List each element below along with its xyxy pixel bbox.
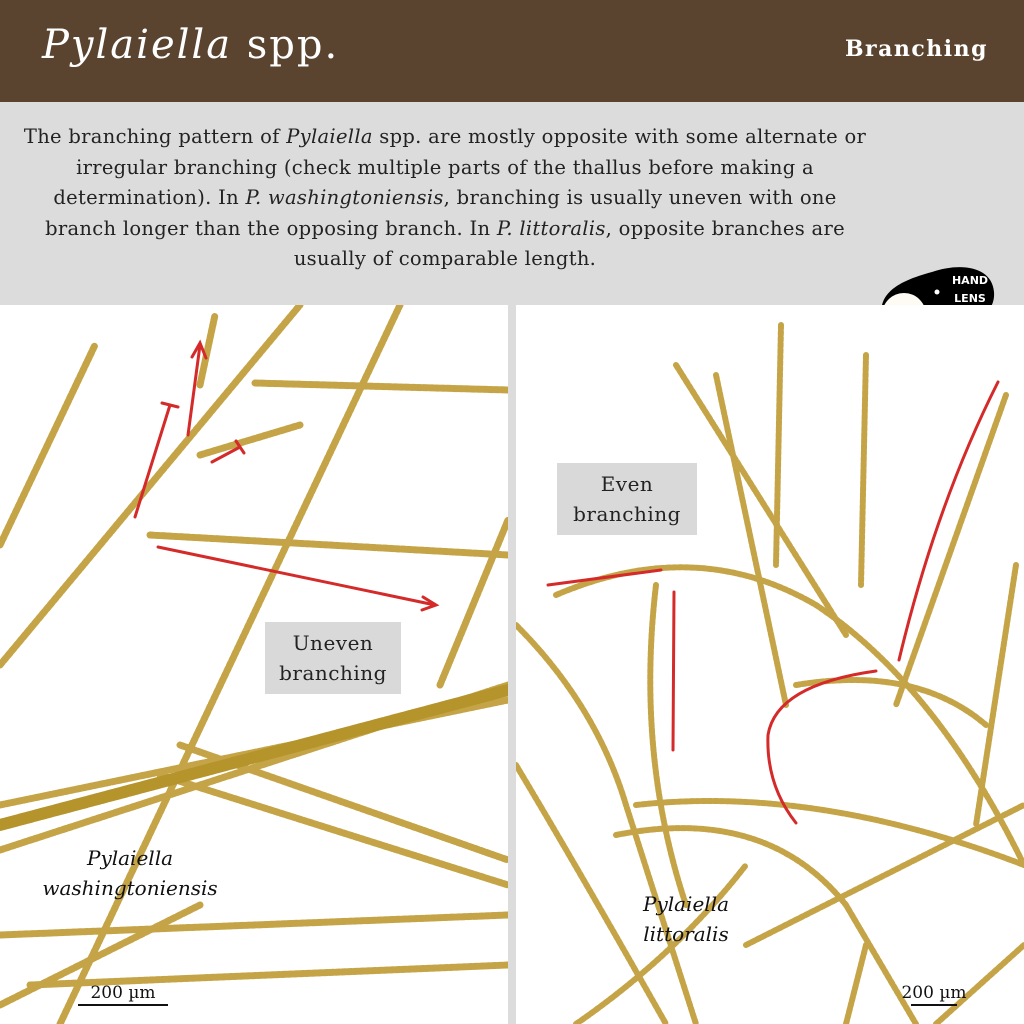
desc-genus: Pylaiella <box>286 125 373 148</box>
description-text <box>20 122 870 275</box>
species-line: Pylaiella <box>86 846 174 870</box>
desc-part: , branching is usually uneven with one branch longer than the opposing branch. In <box>45 186 837 240</box>
page-title <box>42 22 339 68</box>
badge-line2: LENS <box>954 292 986 305</box>
tag-line: Uneven <box>292 631 374 655</box>
filaments-left <box>0 305 508 1024</box>
tag-line: branching <box>573 502 681 526</box>
header <box>0 0 1024 102</box>
species-label <box>616 889 756 949</box>
badge-line1: HAND <box>951 274 989 287</box>
desc-part: spp. are mostly opposite with some alternate or irregular branching (check multiple parts of the thallus before making a determination). In <box>53 125 867 209</box>
genus-name: Pylaiella <box>42 22 233 68</box>
scale-bar <box>78 983 168 1006</box>
species-line: washingtoniensis <box>42 876 218 900</box>
scale-bar <box>894 983 974 1006</box>
species-label <box>30 843 230 903</box>
scale-line <box>78 1004 168 1006</box>
filaments-right <box>516 305 1024 1024</box>
micrograph-right <box>516 305 1024 1024</box>
species-line: Pylaiella <box>642 892 730 916</box>
even-branching-label <box>557 463 697 535</box>
section-label: Branching <box>844 36 988 62</box>
uneven-branching-label <box>265 622 401 694</box>
scale-line <box>911 1004 957 1006</box>
description-panel <box>0 102 1024 305</box>
desc-species: P. littoralis <box>496 216 606 240</box>
desc-part: , opposite branches are usually of comparable length. <box>293 216 845 270</box>
species-line: littoralis <box>643 922 729 946</box>
desc-part: The branching pattern of <box>23 125 287 148</box>
title-suffix: spp. <box>246 22 340 68</box>
desc-species: P. washingtoniensis <box>245 186 444 209</box>
scale-text: 200 µm <box>901 983 967 1003</box>
tag-line: Even <box>600 472 654 496</box>
micrograph-left <box>0 305 508 1024</box>
tag-line: branching <box>279 661 387 685</box>
scale-text: 200 µm <box>90 983 156 1003</box>
